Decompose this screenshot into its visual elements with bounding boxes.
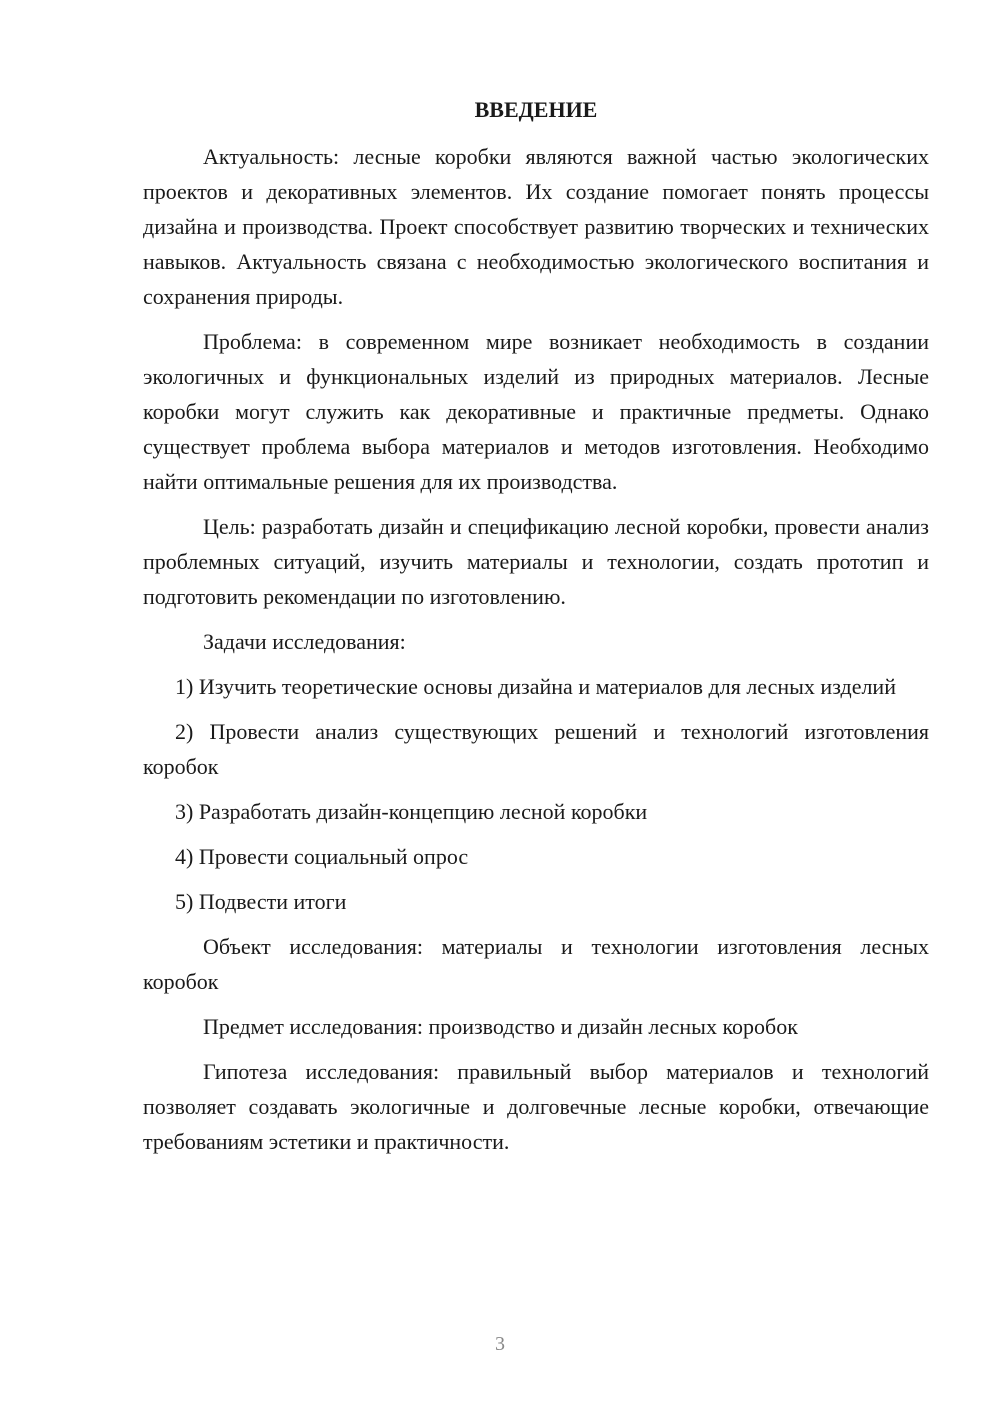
subject-paragraph: Предмет исследования: производство и дизайн лесных коробок [203,1014,798,1039]
task-item-1: 1) Изучить теоретические основы дизайна и материалов для лесных изделий [175,674,896,699]
goal-paragraph: Цель: разработать дизайн и спецификацию лесной коробки, провести анализ проблемных ситуаций, изучить материалы и технологии, создать прототип и подготовить рекомендации по изготовлению. [143,514,929,609]
tasks-heading: Задачи исследования: [203,629,406,654]
hypothesis-paragraph: Гипотеза исследования: правильный выбор материалов и технологий позволяет создавать экологичные и долговечные лесные коробки, отвечающие требованиям эстетики и практичности. [143,1059,929,1154]
relevance-paragraph: Актуальность: лесные коробки являются важной частью экологических проектов и декоративных элементов. Их создание помогает понять процессы дизайна и производства. Проект способствует развитию творческих и технических навыков. Актуальность связана с необходимостью экологического воспитания и сохранения природы. [143,144,929,309]
task-item-3: 3) Разработать дизайн-концепцию лесной коробки [175,799,648,824]
problem-paragraph: Проблема: в современном мире возникает необходимость в создании экологичных и функциональных изделий из природных материалов. Лесные коробки могут служить как декоративные и практичные предметы. Однако существует проблема выбора материалов и методов изготовления. Необходимо найти оптимальные решения для их производства. [143,329,929,494]
object-paragraph: Объект исследования: материалы и технологии изготовления лесных коробок [143,934,929,994]
page-title: ВВЕДЕНИЕ [474,97,598,122]
task-item-2: 2) Провести анализ существующих решений и технологий изготовления коробок [143,719,929,779]
task-item-5: 5) Подвести итоги [175,889,347,914]
document-page [143,95,929,1169]
task-item-4: 4) Провести социальный опрос [175,844,469,869]
page-number: 3 [495,1333,505,1355]
